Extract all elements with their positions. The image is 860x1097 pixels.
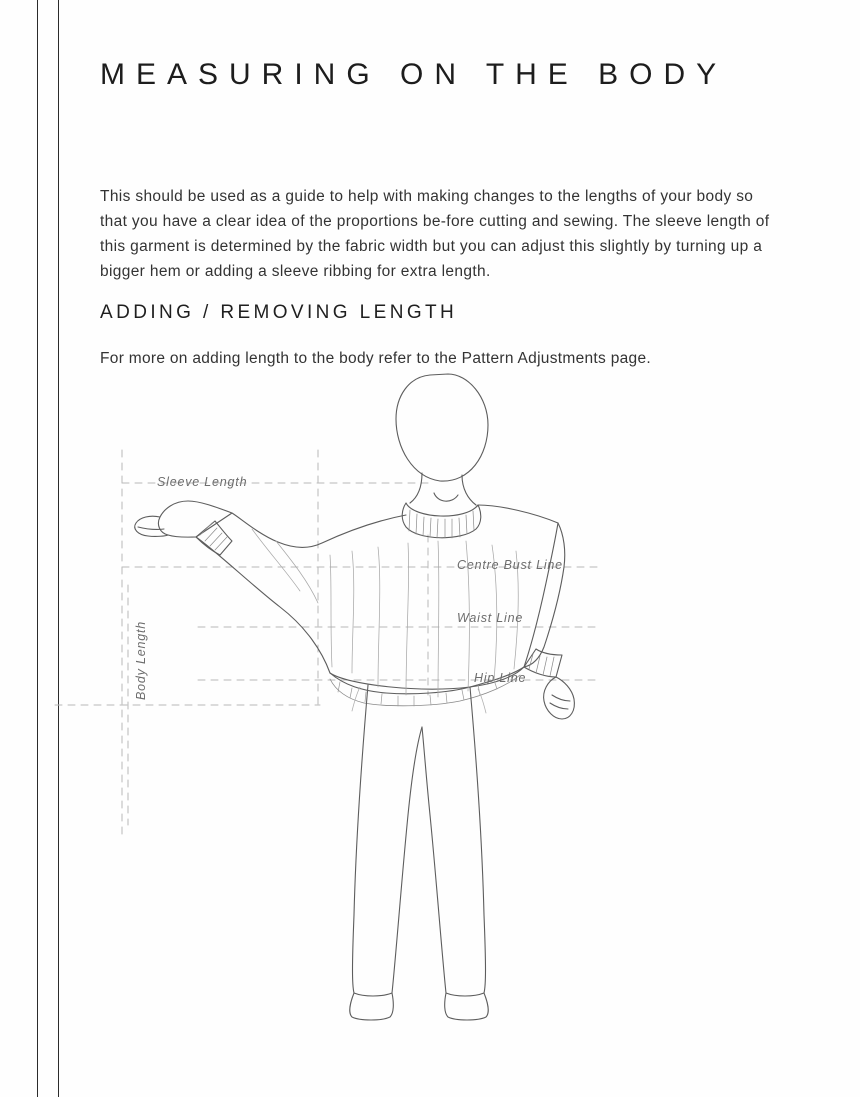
section-heading: ADDING / REMOVING LENGTH — [100, 302, 458, 323]
right-foot — [445, 993, 488, 1020]
left-sleeve — [158, 501, 232, 537]
page-title: MEASURING ON THE BODY — [100, 58, 728, 91]
sweater-outline — [196, 505, 558, 689]
label-body-length: Body Length — [134, 621, 148, 700]
figure-svg — [0, 355, 860, 1055]
neck-ribbing — [402, 503, 481, 538]
label-centre-bust-line: Centre Bust Line — [457, 558, 563, 572]
right-leg — [422, 687, 486, 996]
page-content — [100, 0, 800, 1097]
left-hand — [135, 516, 168, 536]
right-cuff — [524, 649, 562, 677]
left-foot — [350, 993, 393, 1020]
left-leg — [353, 685, 423, 996]
label-sleeve-length: Sleeve Length — [157, 475, 248, 489]
body-measurement-illustration — [0, 355, 860, 1055]
head-outline — [396, 374, 488, 481]
right-hand — [544, 677, 575, 719]
left-cuff — [196, 521, 232, 555]
intro-paragraph: This should be used as a guide to help with making changes to the lengths of your body so that you have a clear idea of the proportions be-fore cutting and sewing. The sleeve length of this garment is determined by the fabric width but you can adjust this slightly by turning up a bigger hem or adding a sleeve ribbing for extra length. — [100, 187, 770, 280]
label-hip-line: Hip Line — [474, 671, 527, 685]
label-waist-line: Waist Line — [457, 611, 524, 625]
section-paragraph: For more on adding length to the body refer to the Pattern Adjustments page. — [100, 349, 651, 367]
